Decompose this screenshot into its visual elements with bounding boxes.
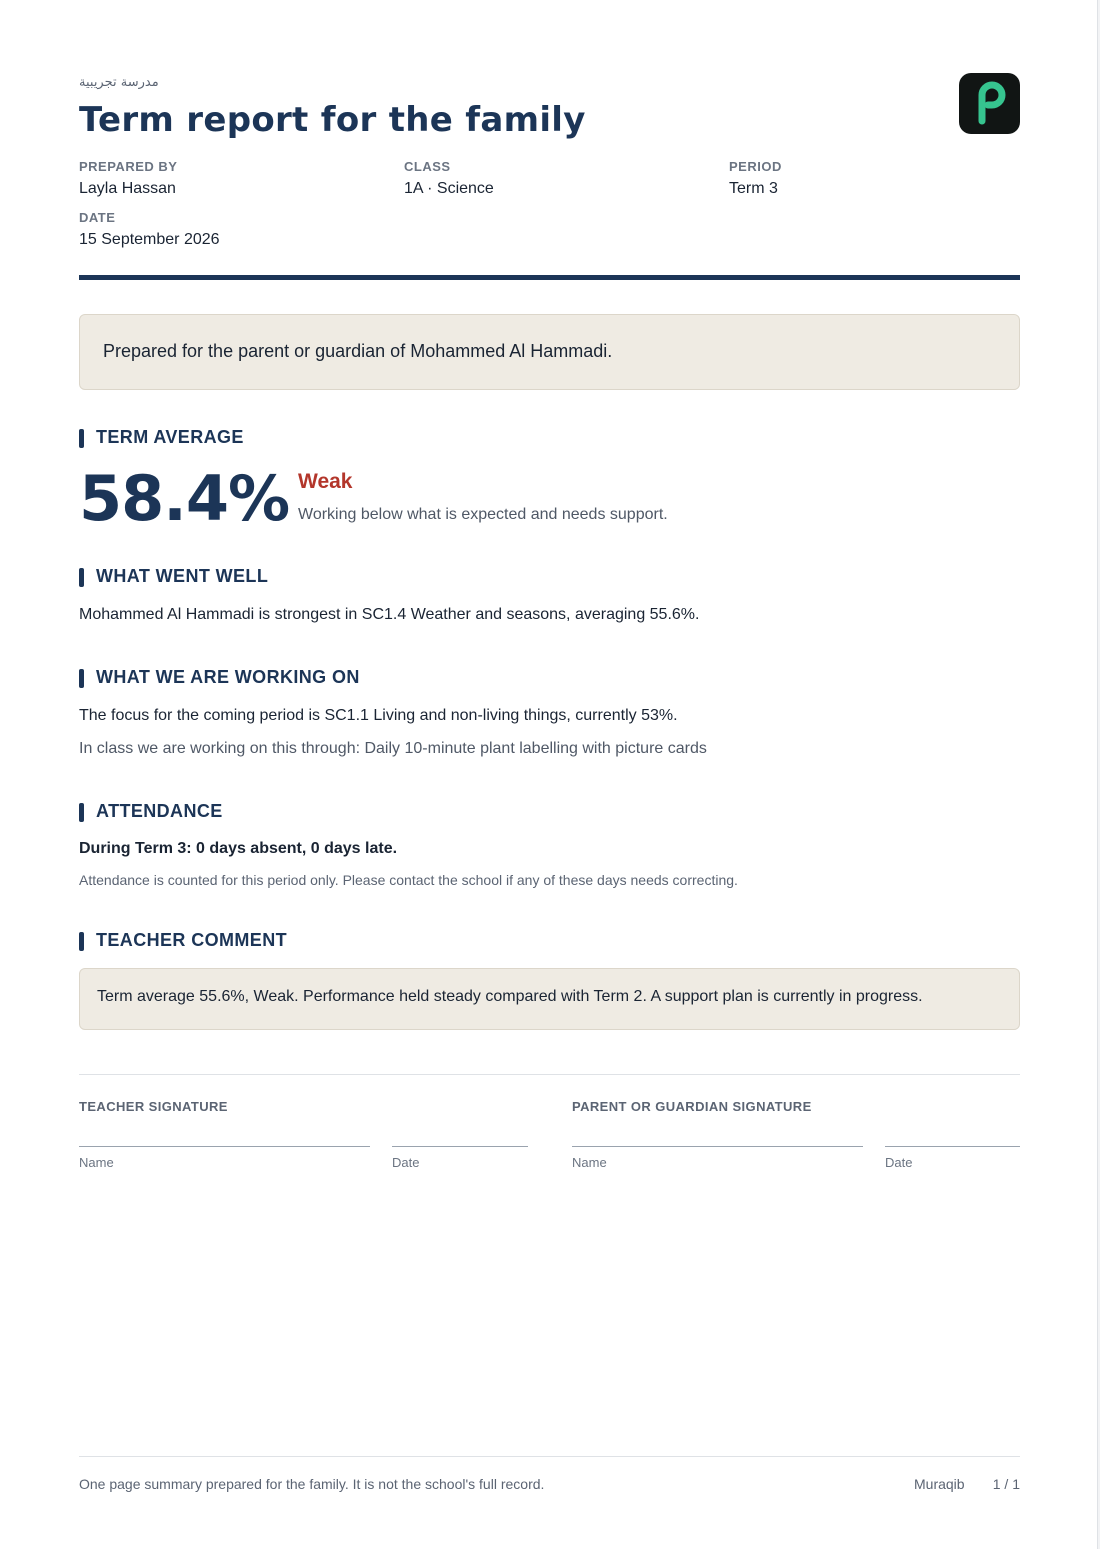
term-average-heading <box>79 427 244 448</box>
teacher-comment-heading <box>79 930 287 951</box>
signature-divider <box>79 1074 1020 1075</box>
attendance-heading <box>79 801 223 822</box>
teacher-comment-heading-text: TEACHER COMMENT <box>96 930 287 950</box>
section-marker <box>79 803 84 822</box>
teacher-date-caption: Date <box>392 1155 420 1170</box>
working-on-focus: The focus for the coming period is SC1.1 Living and non-living things, currently 53%. <box>79 707 678 724</box>
prepared-by-value: Layla Hassan <box>79 180 176 197</box>
section-marker <box>79 568 84 587</box>
class-value: 1A · Science <box>404 180 494 197</box>
grade-label: Weak <box>298 470 353 493</box>
period-label: PERIOD <box>729 159 782 174</box>
attendance-summary: During Term 3: 0 days absent, 0 days late. <box>79 840 398 857</box>
section-marker <box>79 429 84 448</box>
parent-signature-heading: PARENT OR GUARDIAN SIGNATURE <box>572 1099 812 1114</box>
page-number: 1 / 1 <box>992 1476 1020 1492</box>
header-divider <box>79 275 1020 280</box>
intro-callout: Prepared for the parent or guardian of Mohammed Al Hammadi. <box>79 314 1020 390</box>
working-on-heading-text: WHAT WE ARE WORKING ON <box>96 667 360 687</box>
teacher-signature-heading: TEACHER SIGNATURE <box>79 1099 228 1114</box>
footer-note: One page summary prepared for the family. It is not the school's full record. <box>79 1476 545 1492</box>
went-well-text: Mohammed Al Hammadi is strongest in SC1.4 Weather and seasons, averaging 55.6%. <box>79 606 700 623</box>
footer-brand: Muraqib <box>914 1476 965 1492</box>
period-value: Term 3 <box>729 180 778 197</box>
section-marker <box>79 932 84 951</box>
date-label: DATE <box>79 210 116 225</box>
grade-description: Working below what is expected and needs support. <box>298 506 668 523</box>
section-marker <box>79 669 84 688</box>
teacher-name-line[interactable] <box>79 1146 370 1147</box>
footer-divider <box>79 1456 1020 1457</box>
working-on-heading <box>79 667 360 688</box>
term-average-value: 58.4% <box>79 462 290 535</box>
date-value: 15 September 2026 <box>79 231 220 248</box>
p-mark-logo-icon <box>959 73 1020 134</box>
page-title: Term report for the family <box>79 100 586 140</box>
class-label: CLASS <box>404 159 451 174</box>
parent-date-line[interactable] <box>885 1146 1020 1147</box>
went-well-heading-text: WHAT WENT WELL <box>96 566 269 586</box>
parent-date-caption: Date <box>885 1155 913 1170</box>
term-average-heading-text: TERM AVERAGE <box>96 427 244 447</box>
teacher-comment-box: Term average 55.6%, Weak. Performance held steady compared with Term 2. A support plan is currently in progress. <box>79 968 1020 1030</box>
went-well-heading <box>79 566 268 587</box>
teacher-name-caption: Name <box>79 1155 114 1170</box>
teacher-date-line[interactable] <box>392 1146 528 1147</box>
attendance-note: Attendance is counted for this period only. Please contact the school if any of these days needs correcting. <box>79 872 738 888</box>
parent-name-line[interactable] <box>572 1146 863 1147</box>
parent-name-caption: Name <box>572 1155 607 1170</box>
prepared-by-label: PREPARED BY <box>79 159 178 174</box>
report-content <box>79 0 1020 1549</box>
attendance-heading-text: ATTENDANCE <box>96 801 223 821</box>
school-name: مدرسة تجريبية <box>79 75 159 90</box>
working-on-in-class: In class we are working on this through: Daily 10-minute plant labelling with picture cards <box>79 740 707 757</box>
